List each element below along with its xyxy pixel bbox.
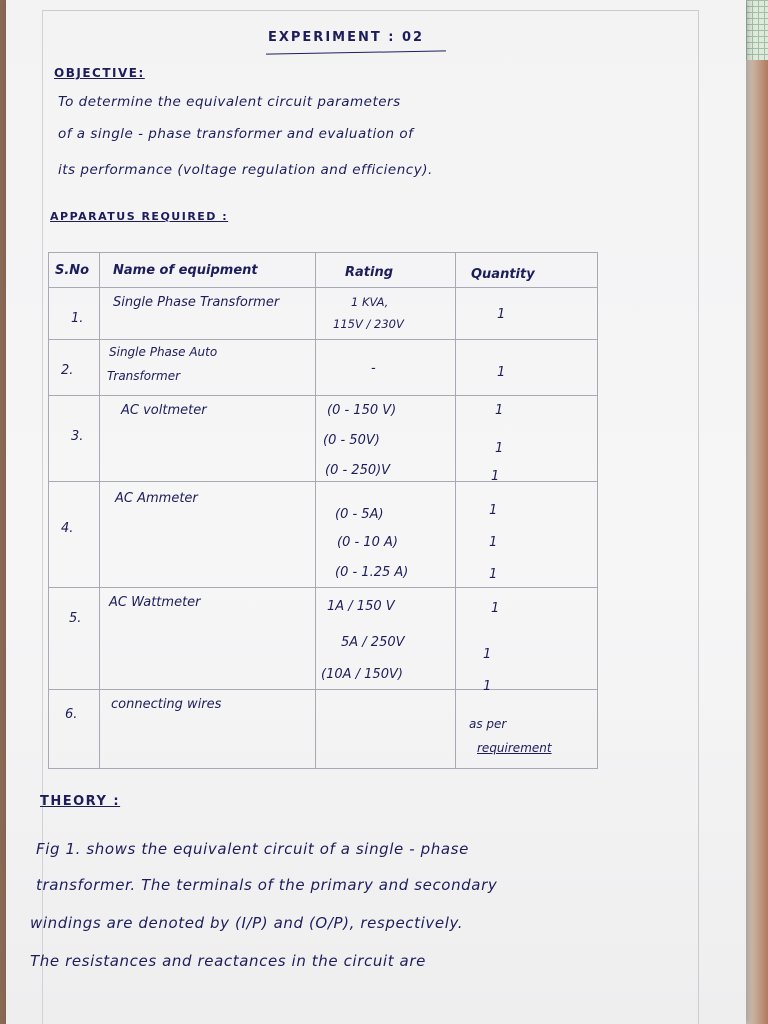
row3-name: AC voltmeter — [121, 403, 207, 418]
row1-qty: 1 — [497, 307, 506, 322]
page-border-right — [698, 10, 699, 1024]
row6-sno: 6. — [65, 707, 78, 722]
row4-rating-2: (0 - 10 A) — [337, 535, 398, 550]
row2-sno: 2. — [61, 363, 74, 378]
row5-rating-3: (10A / 150V) — [321, 667, 403, 682]
row4-name: AC Ammeter — [115, 491, 198, 506]
table-col-divider — [315, 253, 316, 768]
table-row-divider — [49, 587, 597, 588]
table-row-divider — [49, 689, 597, 690]
page-border-top — [42, 10, 698, 11]
row3-sno: 3. — [71, 429, 84, 444]
row3-qty-3: 1 — [491, 469, 500, 484]
row5-qty-2: 1 — [483, 647, 492, 662]
row1-rating-2: 115V / 230V — [333, 317, 404, 331]
row3-rating-1: (0 - 150 V) — [327, 403, 397, 418]
row3-qty-2: 1 — [495, 441, 504, 456]
row5-name: AC Wattmeter — [109, 595, 201, 610]
theory-line-4: The resistances and reactances in the circuit are — [30, 952, 426, 970]
header-name: Name of equipment — [113, 263, 258, 278]
table-row-divider — [49, 395, 597, 396]
objective-line-3: its performance (voltage regulation and efficiency). — [58, 162, 433, 178]
notebook-page — [6, 0, 746, 1024]
row5-sno: 5. — [69, 611, 82, 626]
row1-name: Single Phase Transformer — [113, 295, 280, 310]
row4-qty-1: 1 — [489, 503, 498, 518]
table-col-divider — [455, 253, 456, 768]
apparatus-heading: APPARATUS REQUIRED : — [50, 210, 229, 223]
row2-rating: - — [371, 361, 376, 376]
theory-line-1: Fig 1. shows the equivalent circuit of a single - phase — [36, 840, 469, 858]
row5-rating-1: 1A / 150 V — [327, 599, 395, 614]
row5-qty-3: 1 — [483, 679, 492, 694]
table-row-divider — [49, 287, 597, 288]
experiment-title: EXPERIMENT : 02 — [268, 30, 425, 45]
header-rating: Rating — [345, 265, 394, 280]
apparatus-table — [48, 252, 598, 769]
title-underline — [266, 50, 446, 54]
theory-line-3: windings are denoted by (I/P) and (O/P), respectively. — [30, 914, 464, 932]
header-sno: S.No — [55, 263, 90, 278]
row2-name-2: Transformer — [107, 369, 181, 383]
row5-rating-2: 5A / 250V — [341, 635, 405, 650]
header-quantity: Quantity — [471, 267, 535, 282]
table-col-divider — [99, 253, 100, 768]
row3-rating-3: (0 - 250)V — [325, 463, 391, 478]
row5-qty-1: 1 — [491, 601, 500, 616]
theory-heading: THEORY : — [40, 794, 121, 809]
row2-qty: 1 — [497, 365, 506, 380]
theory-line-2: transformer. The terminals of the primary and secondary — [36, 876, 498, 894]
row3-qty-1: 1 — [495, 403, 504, 418]
objective-line-1: To determine the equivalent circuit parameters — [58, 94, 401, 110]
row1-rating-1: 1 KVA, — [351, 295, 389, 309]
row4-rating-1: (0 - 5A) — [335, 507, 384, 522]
row6-qty-2: requirement — [477, 741, 552, 755]
objective-line-2: of a single - phase transformer and evaluation of — [58, 126, 414, 142]
row6-qty-1: as per — [469, 717, 507, 731]
page-margin-line — [42, 10, 43, 1024]
table-row-divider — [49, 481, 597, 482]
row4-qty-2: 1 — [489, 535, 498, 550]
row3-rating-2: (0 - 50V) — [323, 433, 380, 448]
row6-name: connecting wires — [111, 697, 222, 712]
row2-name-1: Single Phase Auto — [109, 345, 218, 359]
row4-sno: 4. — [61, 521, 74, 536]
row4-qty-3: 1 — [489, 567, 498, 582]
objective-heading: OBJECTIVE: — [54, 66, 145, 80]
table-row-divider — [49, 339, 597, 340]
row4-rating-3: (0 - 1.25 A) — [335, 565, 409, 580]
row1-sno: 1. — [71, 311, 84, 326]
